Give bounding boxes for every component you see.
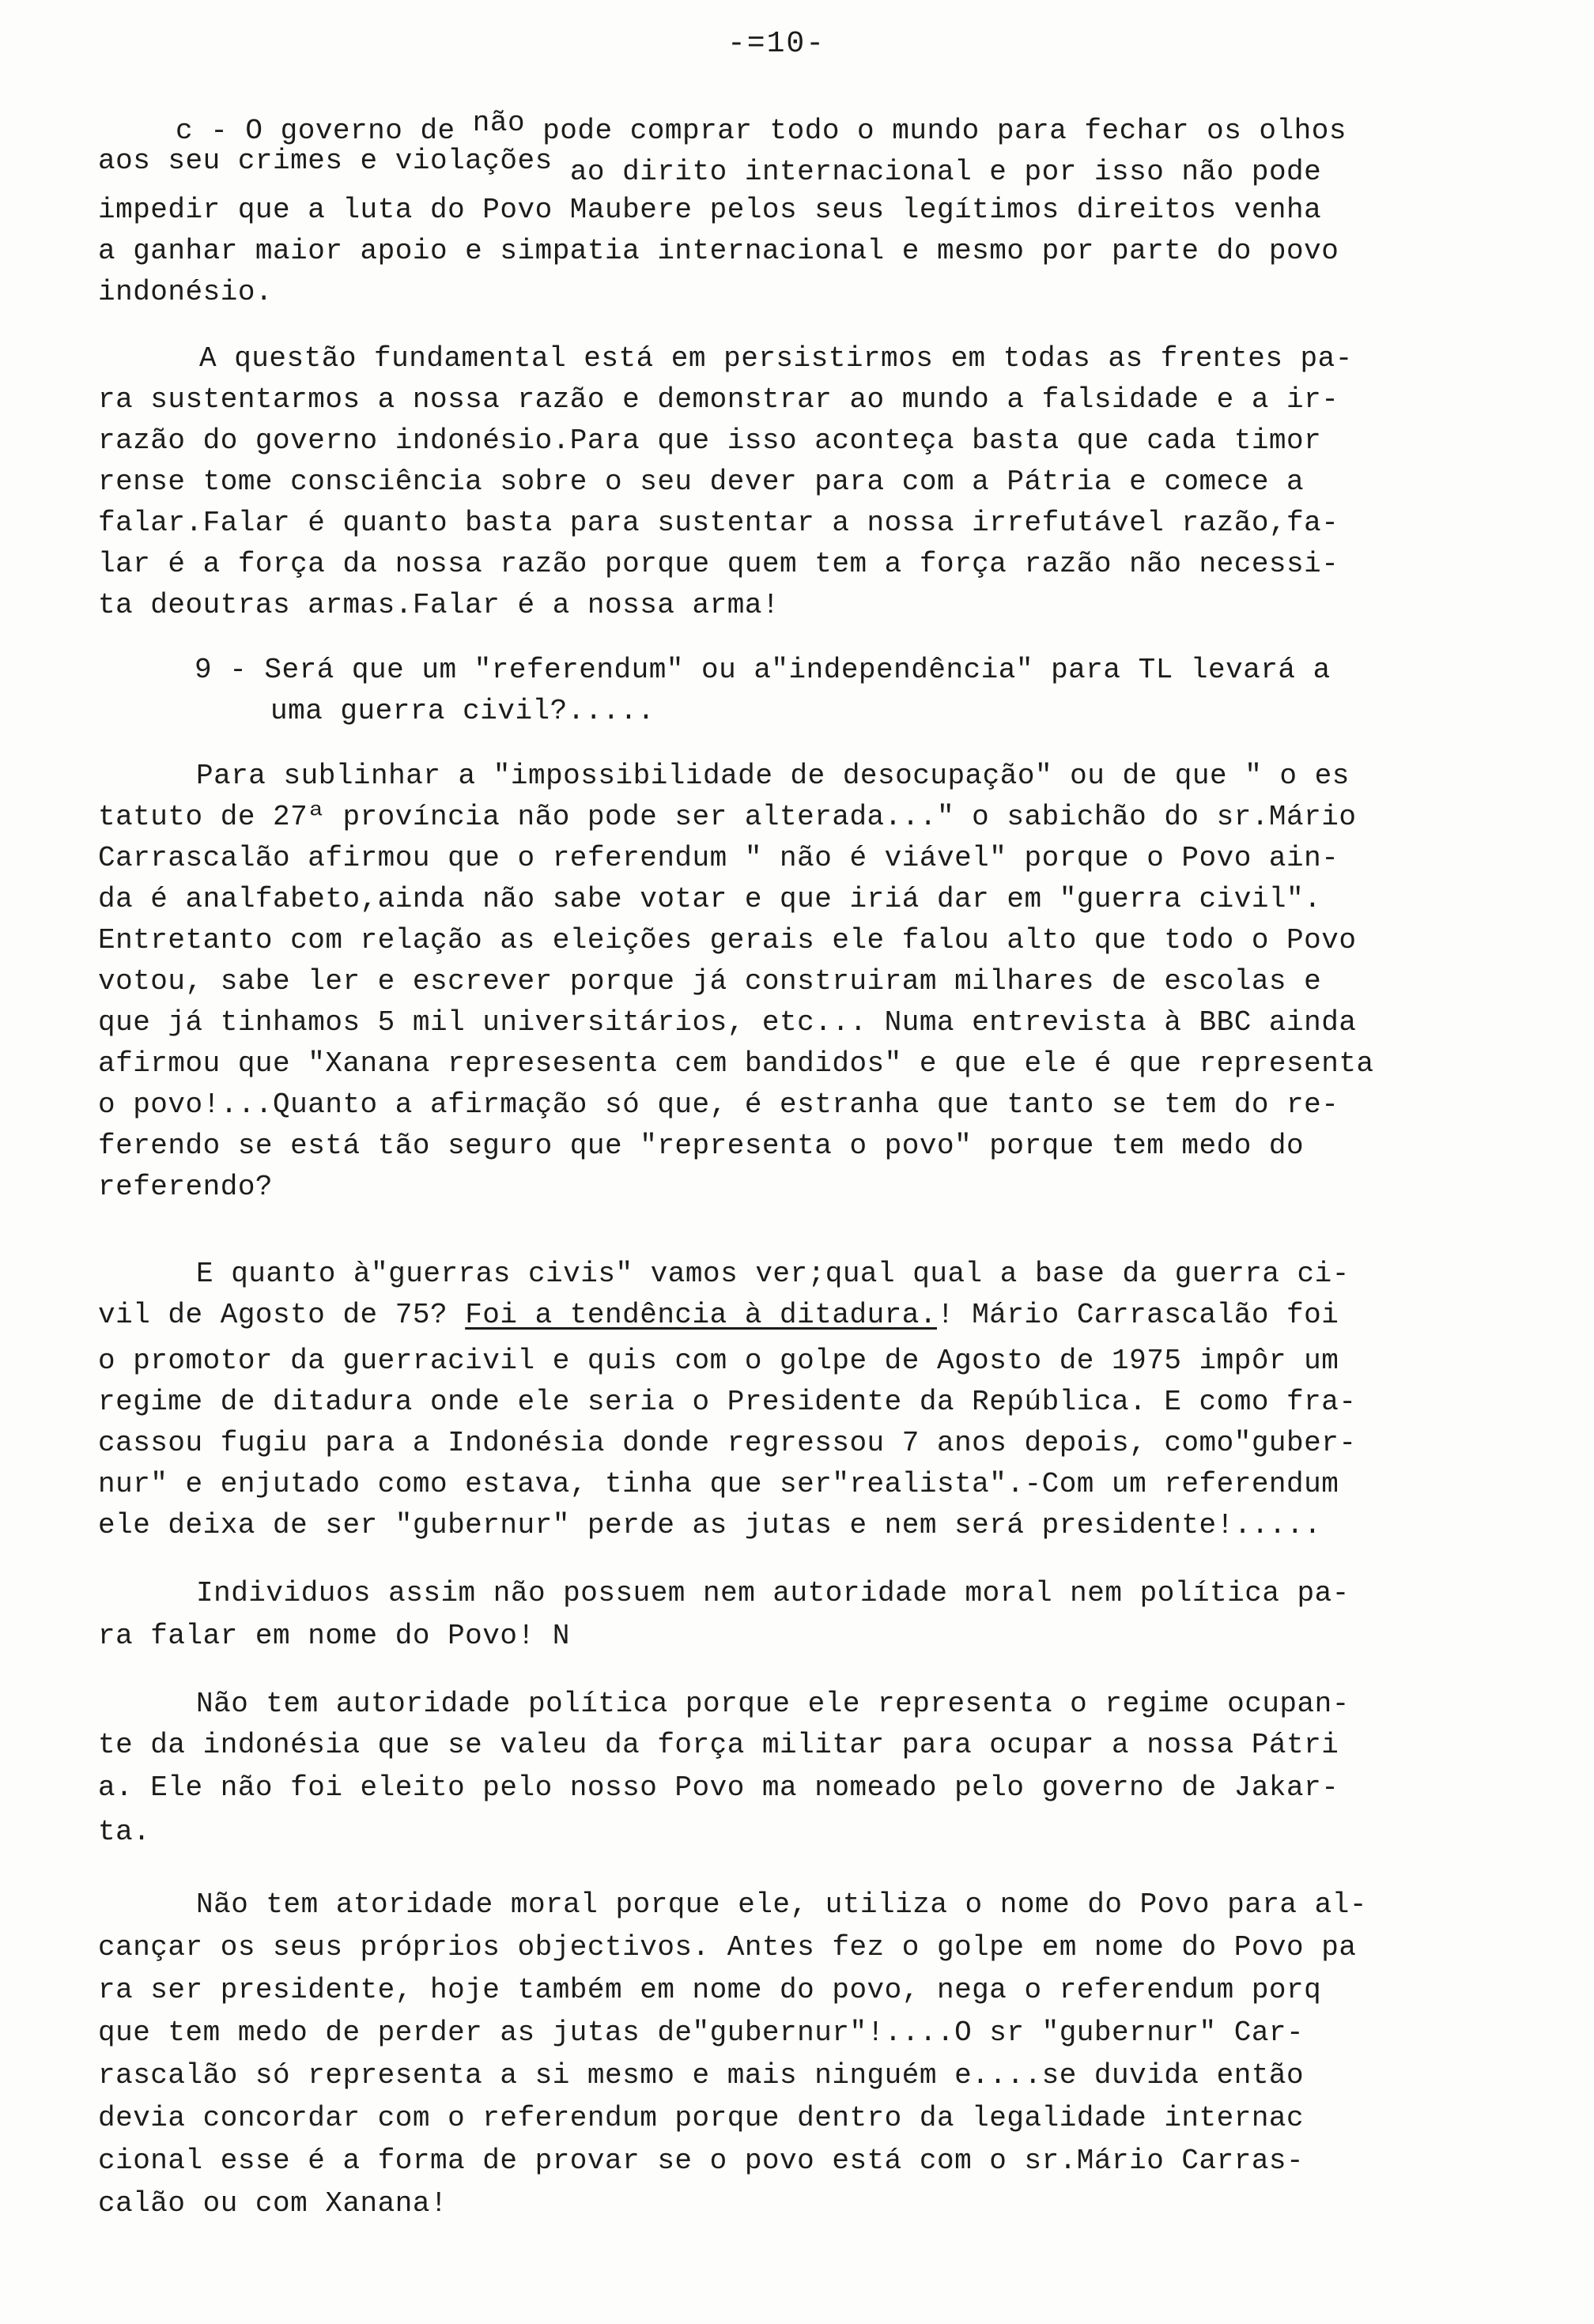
paragraph-6-line-5: rascalão só representa a si mesmo e mais ninguém e....se duvida então [98, 2059, 1305, 2092]
paragraph-2-line-2: tatuto de 27ª província não pode ser alterada..." o sabichão do sr.Mário [98, 801, 1357, 833]
question-9-line-1: 9 - Será que um "referendum" ou a"independência" para TL levará a [195, 654, 1331, 686]
paragraph-3-line-4: regime de ditadura onde ele seria o Presidente da República. E como fra- [98, 1386, 1357, 1418]
text-segment: ! Mário Carrascalão foi [936, 1299, 1339, 1331]
item-c-line-5: indonésio. [98, 276, 274, 308]
paragraph-2-line-8: afirmou que "Xanana represesenta cem bandidos" e que ele é que representa [98, 1047, 1374, 1080]
item-c-line-3: impedir que a luta do Povo Maubere pelos seus legítimos direitos venha [98, 194, 1322, 226]
text-segment: vil de Agosto de 75? [98, 1299, 466, 1331]
paragraph-5-line-2: te da indonésia que se valeu da força militar para ocupar a nossa Pátri [98, 1729, 1339, 1761]
text-segment: ao dirito internacional e por isso não pode [569, 156, 1322, 188]
item-c-line-4: a ganhar maior apoio e simpatia internacional e mesmo por parte do povo [98, 235, 1339, 267]
text-segment: pode comprar todo o mundo para fechar os olhos [542, 115, 1347, 147]
paragraph-2-line-5: Entretanto com relação as eleições gerais ele falou alto que todo o Povo [98, 924, 1357, 956]
item-c-line-1 [176, 107, 1347, 147]
paragraph-2-line-3: Carrascalão afirmou que o referendum " não é viável" porque o Povo ain- [98, 842, 1339, 874]
paragraph-4-line-1: Individuos assim não possuem nem autoridade moral nem política pa- [196, 1577, 1350, 1609]
text-segment: c - O governo de [176, 115, 455, 147]
paragraph-3-line-6: nur" e enjutado como estava, tinha que ser"realista".-Com um referendum [98, 1468, 1339, 1500]
paragraph-4-line-2: ra falar em nome do Povo! N [98, 1620, 570, 1652]
inserted-word: não [472, 107, 526, 139]
underlined-phrase: Foi a tendência à ditadura. [465, 1299, 937, 1331]
paragraph-1-line-6: lar é a força da nossa razão porque quem tem a força razão não necessi- [98, 548, 1339, 580]
paragraph-3-line-3: o promotor da guerracivil e quis com o golpe de Agosto de 1975 impôr um [98, 1345, 1339, 1377]
paragraph-1-line-5: falar.Falar é quanto basta para sustentar a nossa irrefutável razão,fa- [98, 507, 1339, 539]
paragraph-2-line-1: Para sublinhar a "impossibilidade de desocupação" ou de que " o es [196, 760, 1350, 792]
paragraph-1-line-4: rense tome consciência sobre o seu dever para com a Pátria e comece a [98, 466, 1305, 498]
paragraph-2-line-6: votou, sabe ler e escrever porque já construiram milhares de escolas e [98, 965, 1322, 998]
paragraph-5-line-4: ta. [98, 1816, 151, 1848]
paragraph-5-line-1: Não tem autoridade política porque ele representa o regime ocupan- [196, 1688, 1350, 1720]
paragraph-3-line-2 [98, 1300, 1339, 1331]
paragraph-1-line-2: ra sustentarmos a nossa razão e demonstrar ao mundo a falsidade e a ir- [98, 383, 1339, 416]
paragraph-3-line-1: E quanto à"guerras civis" vamos ver;qual qual a base da guerra ci- [196, 1258, 1350, 1290]
paragraph-6-line-6: devia concordar com o referendum porque dentro da legalidade internac [98, 2102, 1305, 2134]
paragraph-2-line-4: da é analfabeto,ainda não sabe votar e que iriá dar em "guerra civil". [98, 883, 1322, 915]
question-9-line-2: uma guerra civil?..... [270, 695, 655, 727]
paragraph-6-line-4: que tem medo de perder as jutas de"gubernur"!....O sr "gubernur" Car- [98, 2017, 1305, 2049]
paragraph-6-line-3: ra ser presidente, hoje também em nome do povo, nega o referendum porq [98, 1974, 1322, 2006]
paragraph-3-line-5: cassou fugiu para a Indonésia donde regressou 7 anos depois, como"guber- [98, 1427, 1357, 1459]
paragraph-1-line-1: A questão fundamental está em persistirmos em todas as frentes pa- [199, 342, 1353, 375]
paragraph-2-line-11: referendo? [98, 1171, 274, 1203]
paragraph-2-line-9: o povo!...Quanto a afirmação só que, é estranha que tanto se tem do re- [98, 1088, 1339, 1121]
paragraph-2-line-10: ferendo se está tão seguro que "representa o povo" porque tem medo do [98, 1130, 1305, 1162]
paragraph-6-line-8: calão ou com Xanana! [98, 2187, 448, 2220]
paragraph-5-line-3: a. Ele não foi eleito pelo nosso Povo ma nomeado pelo governo de Jakar- [98, 1771, 1339, 1804]
paragraph-1-line-7: ta deoutras armas.Falar é a nossa arma! [98, 589, 780, 621]
paragraph-2-line-7: que já tinhamos 5 mil universitários, etc... Numa entrevista à BBC ainda [98, 1006, 1357, 1039]
paragraph-3-line-7: ele deixa de ser "gubernur" perde as jutas e nem será presidente!..... [98, 1509, 1322, 1541]
paragraph-6-line-1: Não tem atoridade moral porque ele, utiliza o nome do Povo para al- [196, 1888, 1367, 1921]
paragraph-6-line-2: cançar os seus próprios objectivos. Antes fez o golpe em nome do Povo pa [98, 1931, 1357, 1964]
paragraph-6-line-7: cional esse é a forma de provar se o povo está com o sr.Mário Carras- [98, 2145, 1305, 2177]
item-c-line-2 [98, 145, 1322, 188]
text-segment: aos seu crimes e violações [98, 145, 553, 177]
page-number: -=10- [727, 27, 826, 61]
paragraph-1-line-3: razão do governo indonésio.Para que isso aconteça basta que cada timor [98, 424, 1322, 457]
